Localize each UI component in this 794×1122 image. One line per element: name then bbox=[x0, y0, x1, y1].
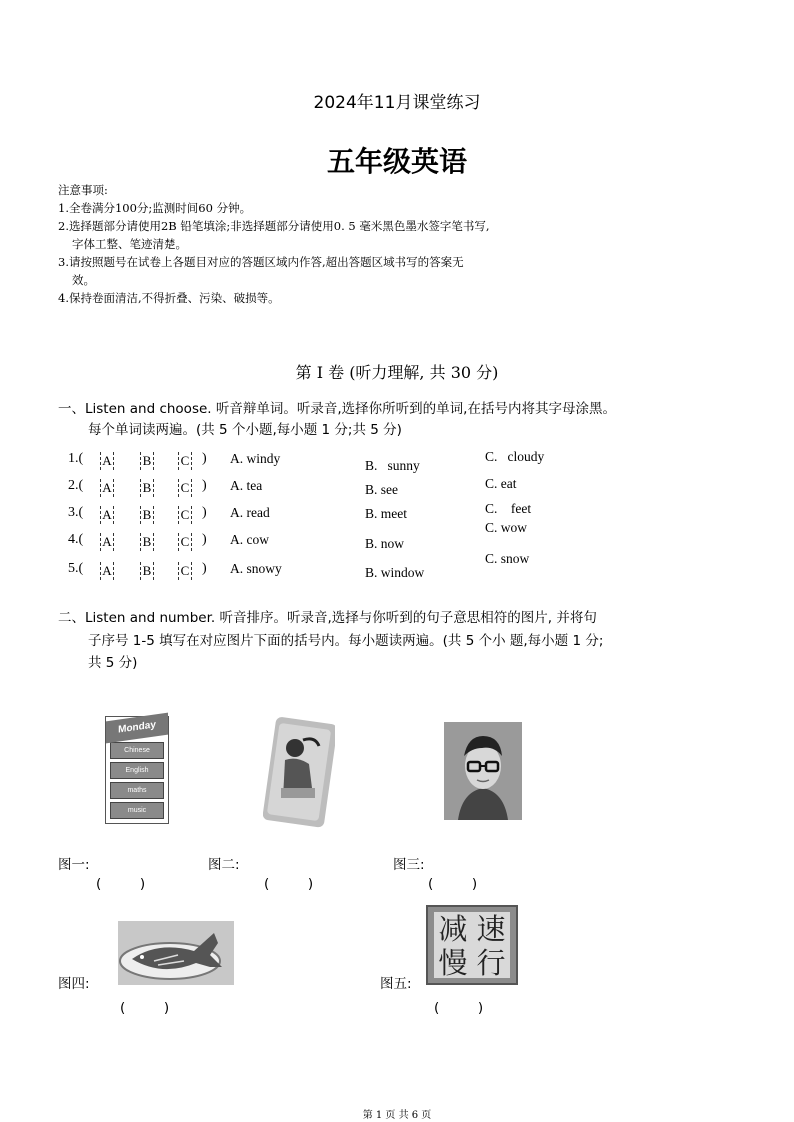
q2-instruction-line2: 子序号 1-5 填写在对应图片下面的括号内。每小题读两遍。(共 5 个小 题,每小题 1 分; bbox=[88, 633, 604, 649]
caption-picture-5: 图五: bbox=[380, 976, 412, 992]
answer-bubble-b[interactable]: B bbox=[140, 533, 154, 551]
close-paren: ) bbox=[202, 451, 207, 466]
timetable-subject: music bbox=[110, 802, 164, 819]
timetable-subject: Chinese bbox=[110, 742, 164, 759]
question-number: 4.( bbox=[68, 532, 84, 547]
notes-line: 3.请按照题号在试卷上各题目对应的答题区域内作答,超出答题区域书写的答案无 bbox=[58, 255, 464, 269]
q1-instruction-line2: 每个单词读两遍。(共 5 个小题,每小题 1 分;共 5 分) bbox=[88, 422, 402, 438]
answer-bubble-b[interactable]: B bbox=[140, 452, 154, 470]
question-number: 2.( bbox=[68, 478, 84, 493]
timetable-subject: English bbox=[110, 762, 164, 779]
option-a: A. snowy bbox=[230, 561, 282, 576]
answer-blank-3[interactable]: ( ) bbox=[428, 876, 478, 892]
answer-bubble-b[interactable]: B bbox=[140, 479, 154, 497]
option-c: C. cloudy bbox=[485, 449, 545, 464]
option-b: B. meet bbox=[365, 506, 407, 521]
answer-blank-1[interactable]: ( ) bbox=[96, 876, 146, 892]
caption-picture-1: 图一: bbox=[58, 857, 90, 873]
option-a: A. read bbox=[230, 505, 270, 520]
answer-bubble-b[interactable]: B bbox=[140, 562, 154, 580]
answer-blank-2[interactable]: ( ) bbox=[264, 876, 314, 892]
option-b: B. see bbox=[365, 482, 398, 497]
notes-line: 2.选择题部分请使用2B 铅笔填涂;非选择题部分请使用0. 5 毫米黑色墨水签字笔书写, bbox=[58, 219, 490, 233]
caption-picture-2: 图二: bbox=[208, 857, 240, 873]
option-c: C. snow bbox=[485, 551, 530, 566]
answer-bubble-c[interactable]: C bbox=[178, 533, 192, 551]
page-number: 第 1 页 共 6 页 bbox=[362, 1110, 432, 1121]
answer-bubble-b[interactable]: B bbox=[140, 506, 154, 524]
option-b: B. window bbox=[365, 565, 425, 580]
notes-line: 字体工整、笔迹清楚。 bbox=[72, 237, 187, 251]
answer-bubble-c[interactable]: C bbox=[178, 479, 192, 497]
question-number: 5.( bbox=[68, 561, 84, 576]
fish-dish-image bbox=[118, 921, 234, 985]
notes-line: 4.保持卷面清洁,不得折叠、污染、破损等。 bbox=[58, 291, 280, 305]
close-paren: ) bbox=[202, 532, 207, 547]
answer-bubble-a[interactable]: A bbox=[100, 562, 114, 580]
man-with-glasses-image bbox=[444, 722, 522, 820]
sign-character: 减 bbox=[438, 912, 468, 946]
sign-character: 行 bbox=[476, 946, 506, 980]
exam-subtitle: 2024年11月课堂练习 bbox=[313, 93, 481, 113]
caption-picture-3: 图三: bbox=[393, 857, 425, 873]
monday-timetable-image bbox=[105, 716, 169, 824]
slow-down-sign-image bbox=[426, 905, 518, 985]
section-title: 第 I 卷 (听力理解, 共 30 分) bbox=[295, 363, 499, 382]
option-b: B. now bbox=[365, 536, 405, 551]
question-number: 1.( bbox=[68, 451, 84, 466]
q1-instruction-line1: 一、Listen and choose. 听音辩单词。听录音,选择你所听到的单词,在括号内将其字母涂黑。 bbox=[58, 401, 616, 417]
notes-line: 1.全卷满分100分;监测时间60 分钟。 bbox=[58, 201, 252, 215]
answer-blank-4[interactable]: ( ) bbox=[120, 1000, 170, 1016]
option-a: A. tea bbox=[230, 478, 263, 493]
answer-bubble-c[interactable]: C bbox=[178, 506, 192, 524]
q2-instruction-line3: 共 5 分) bbox=[88, 655, 138, 671]
q2-instruction-line1: 二、Listen and number. 听音排序。听录音,选择与你听到的句子意思相符的图片, 并将句 bbox=[58, 610, 597, 626]
option-b: B. sunny bbox=[365, 458, 420, 473]
question-number: 3.( bbox=[68, 505, 84, 520]
answer-bubble-a[interactable]: A bbox=[100, 479, 114, 497]
notes-heading: 注意事项: bbox=[58, 183, 108, 197]
answer-bubble-c[interactable]: C bbox=[178, 452, 192, 470]
timetable-subject: maths bbox=[110, 782, 164, 799]
answer-bubble-a[interactable]: A bbox=[100, 533, 114, 551]
caption-picture-4: 图四: bbox=[58, 976, 90, 992]
notes-line: 效。 bbox=[72, 273, 95, 287]
girl-washing-image bbox=[263, 716, 335, 828]
timetable-header: Monday bbox=[106, 713, 168, 744]
close-paren: ) bbox=[202, 478, 207, 493]
close-paren: ) bbox=[202, 561, 207, 576]
answer-bubble-c[interactable]: C bbox=[178, 562, 192, 580]
option-c: C. eat bbox=[485, 476, 517, 491]
exam-title: 五年级英语 bbox=[326, 145, 467, 178]
sign-character: 速 bbox=[476, 912, 506, 946]
sign-character: 慢 bbox=[438, 946, 468, 980]
answer-bubble-a[interactable]: A bbox=[100, 506, 114, 524]
close-paren: ) bbox=[202, 505, 207, 520]
answer-blank-5[interactable]: ( ) bbox=[434, 1000, 484, 1016]
answer-bubble-a[interactable]: A bbox=[100, 452, 114, 470]
option-c: C. wow bbox=[485, 520, 528, 535]
option-a: A. cow bbox=[230, 532, 269, 547]
option-a: A. windy bbox=[230, 451, 281, 466]
option-c: C. feet bbox=[485, 501, 532, 516]
